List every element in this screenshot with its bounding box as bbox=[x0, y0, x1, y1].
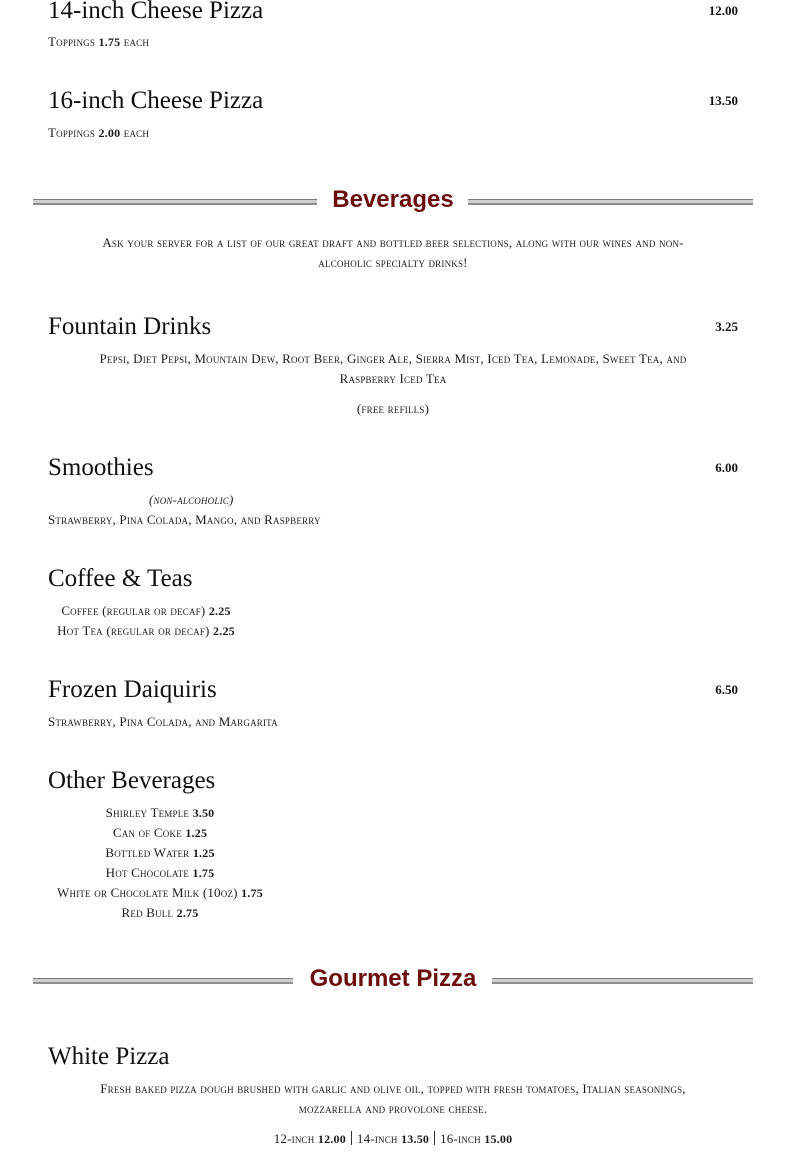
list-item bbox=[48, 883, 272, 903]
size-price: 15.00 bbox=[484, 1132, 513, 1146]
white-pizza-description bbox=[48, 1079, 738, 1119]
fountain-note: (free refills) bbox=[356, 401, 430, 416]
item-price: 1.25 bbox=[192, 846, 215, 860]
white-pizza-desc-line-1: Fresh baked pizza dough brushed with garlic and olive oil, topped with fresh tomatoes, Italian seasonings, bbox=[100, 1081, 686, 1096]
daiquiris-description: Strawberry, Pina Colada, and Margarita bbox=[48, 714, 278, 729]
size-label: 16-inch bbox=[440, 1131, 481, 1146]
item-price: 1.75 bbox=[192, 866, 215, 880]
section-header-gourmet-pizza bbox=[33, 964, 753, 994]
toppings-price: 2.00 bbox=[98, 126, 121, 140]
list-item bbox=[48, 803, 272, 823]
fountain-description bbox=[48, 349, 738, 389]
size-label: 14-inch bbox=[356, 1131, 398, 1146]
price-fountain-drinks: 3.25 bbox=[715, 319, 738, 334]
size-price: 13.50 bbox=[401, 1132, 430, 1146]
item-title-frozen-daiquiris: Frozen Daiquiris bbox=[48, 676, 217, 703]
intro-line-1: Ask your server for a list of our great draft and bottled beer selections, along with our wines and non- bbox=[102, 235, 684, 250]
coffee-item-price: 2.25 bbox=[213, 624, 235, 638]
item-name: Can of Coke bbox=[112, 825, 182, 840]
coffee-item-price: 2.25 bbox=[208, 604, 231, 618]
item-price: 1.75 bbox=[241, 886, 263, 900]
price-16-inch-cheese-pizza: 13.50 bbox=[708, 93, 738, 108]
toppings-label: Toppings bbox=[48, 34, 96, 49]
coffee-item bbox=[48, 621, 244, 641]
coffee-item-name: Coffee (regular or decaf) bbox=[61, 603, 206, 618]
smoothies-description: Strawberry, Pina Colada, Mango, and Raspberry bbox=[48, 512, 321, 527]
item-name: Shirley Temple bbox=[105, 805, 190, 820]
section-header-beverages bbox=[33, 185, 753, 215]
item-title-14-inch-cheese-pizza: 14-inch Cheese Pizza bbox=[48, 0, 264, 24]
smoothies-note: (non-alcoholic) bbox=[149, 492, 234, 507]
coffee-items bbox=[48, 601, 244, 641]
size-price: 12.00 bbox=[317, 1132, 346, 1146]
fountain-desc-line-2: Raspberry Iced Tea bbox=[339, 371, 447, 386]
item-title-coffee-teas: Coffee & Teas bbox=[48, 565, 193, 592]
list-item bbox=[48, 843, 272, 863]
coffee-item-name: Hot Tea (regular or decaf) bbox=[57, 623, 210, 638]
toppings-line-16 bbox=[48, 123, 149, 143]
intro-line-2: alcoholic specialty drinks! bbox=[318, 255, 468, 270]
item-price: 3.50 bbox=[192, 806, 215, 820]
item-name: Bottled Water bbox=[105, 845, 190, 860]
price-frozen-daiquiris: 6.50 bbox=[715, 682, 738, 697]
beverages-intro bbox=[48, 233, 738, 273]
size-label: 12-inch bbox=[273, 1131, 315, 1146]
coffee-item bbox=[48, 601, 244, 621]
item-title-fountain-drinks: Fountain Drinks bbox=[48, 313, 212, 340]
toppings-price: 1.75 bbox=[98, 35, 121, 49]
item-title-other-beverages: Other Beverages bbox=[48, 767, 216, 794]
price-14-inch-cheese-pizza: 12.00 bbox=[708, 3, 738, 18]
item-title-16-inch-cheese-pizza: 16-inch Cheese Pizza bbox=[48, 87, 264, 114]
item-name: White or Chocolate Milk (10oz) bbox=[57, 885, 238, 900]
toppings-suffix: each bbox=[123, 34, 150, 49]
separator bbox=[351, 1131, 352, 1145]
item-price: 1.25 bbox=[185, 826, 208, 840]
white-pizza-sizes bbox=[48, 1129, 738, 1149]
toppings-label: Toppings bbox=[48, 125, 96, 140]
item-name: Red Bull bbox=[121, 905, 174, 920]
item-name: Hot Chocolate bbox=[105, 865, 190, 880]
item-title-white-pizza: White Pizza bbox=[48, 1043, 170, 1070]
white-pizza-desc-line-2: mozzarella and provolone cheese. bbox=[298, 1101, 488, 1116]
item-price: 2.75 bbox=[176, 906, 199, 920]
list-item bbox=[48, 823, 272, 843]
list-item bbox=[48, 903, 272, 923]
price-smoothies: 6.00 bbox=[715, 460, 738, 475]
section-title-gourmet-pizza: Gourmet Pizza bbox=[309, 965, 477, 992]
list-item bbox=[48, 863, 272, 883]
separator bbox=[434, 1131, 435, 1145]
other-beverages-list bbox=[48, 803, 272, 923]
fountain-desc-line-1: Pepsi, Diet Pepsi, Mountain Dew, Root Beer, Ginger Ale, Sierra Mist, Iced Tea, Lemonade, Sweet Tea, and bbox=[99, 351, 687, 366]
section-title-beverages: Beverages bbox=[332, 186, 454, 213]
toppings-suffix: each bbox=[123, 125, 150, 140]
toppings-line-14 bbox=[48, 32, 149, 52]
item-title-smoothies: Smoothies bbox=[48, 454, 154, 481]
